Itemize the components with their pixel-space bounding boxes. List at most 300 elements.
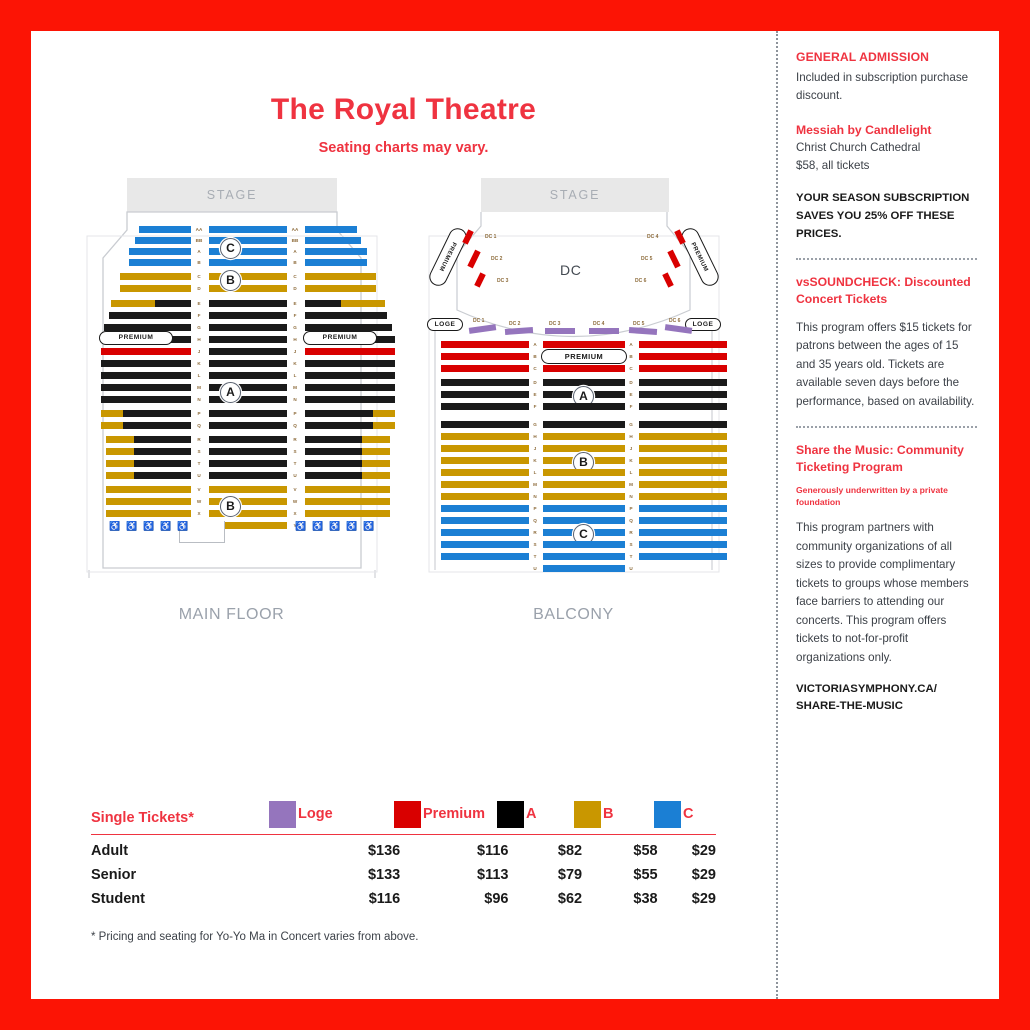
- seat-row-segment[interactable]: [104, 324, 191, 331]
- seat-row-segment[interactable]: [441, 529, 529, 536]
- row-letter: T: [293, 461, 297, 466]
- row-letter: T: [629, 554, 633, 559]
- legend-swatch-loge: [269, 801, 296, 828]
- main-floor-label: MAIN FLOOR: [178, 606, 285, 623]
- dc-box-label: DC 5: [641, 256, 653, 262]
- seat-row-segment[interactable]: [305, 486, 390, 493]
- row-letter: S: [293, 449, 297, 454]
- row-letter: R: [197, 437, 201, 442]
- seat-row-segment-premium[interactable]: [639, 341, 727, 348]
- row-letter: S: [533, 542, 537, 547]
- seat-row-segment[interactable]: [106, 448, 134, 455]
- seat-row-segment[interactable]: [362, 448, 390, 455]
- wheelchair-seat-icon[interactable]: [160, 522, 167, 531]
- page-subtitle: Seating charts may vary.: [318, 140, 489, 156]
- seat-row-segment[interactable]: [543, 481, 625, 488]
- row-letter: Q: [293, 423, 297, 428]
- seat-row-segment[interactable]: [441, 469, 529, 476]
- spacer: [796, 106, 977, 122]
- row-letter: P: [197, 411, 201, 416]
- seat-row-segment[interactable]: [639, 541, 727, 548]
- seat-row-segment[interactable]: [209, 336, 287, 343]
- wheelchair-seat-icon[interactable]: [329, 522, 336, 531]
- seat-row-segment[interactable]: [441, 433, 529, 440]
- row-letter: R: [629, 530, 633, 535]
- seat-row-segment[interactable]: [639, 433, 727, 440]
- seat-row-segment[interactable]: [441, 403, 529, 410]
- row-letter: D: [293, 286, 297, 291]
- seat-row-segment[interactable]: [209, 226, 287, 233]
- balcony-stage: STAGE: [481, 178, 669, 212]
- main-floor-chart[interactable]: [79, 178, 384, 623]
- row-letter: E: [533, 392, 537, 397]
- messiah-heading: Messiah by Candlelight: [796, 122, 932, 137]
- seat-row-segment[interactable]: [441, 391, 529, 398]
- seat-row-segment[interactable]: [106, 486, 191, 493]
- seat-row-segment[interactable]: [373, 410, 395, 417]
- premium-box-left: PREMIUM: [426, 225, 469, 289]
- seat-row-segment[interactable]: [543, 445, 625, 452]
- share-music-subheading: Generously underwritten by a private foundation: [796, 485, 948, 507]
- legend-label-a: A: [526, 806, 537, 822]
- seat-row-segment[interactable]: [305, 396, 395, 403]
- seat-row-segment[interactable]: [441, 379, 529, 386]
- legend-swatch-a: [497, 801, 524, 828]
- seat-row-segment-premium[interactable]: [441, 341, 529, 348]
- row-letter: N: [293, 397, 297, 402]
- row-letter: U: [629, 566, 633, 571]
- seat-row-segment[interactable]: [134, 448, 191, 455]
- seat-row-segment[interactable]: [209, 436, 287, 443]
- dc-box-label: DC 6: [635, 278, 647, 284]
- seat-row-segment[interactable]: [305, 436, 362, 443]
- row-letter: B: [293, 260, 297, 265]
- zone-marker-c: C: [220, 238, 241, 259]
- seat-row-segment[interactable]: [209, 486, 287, 493]
- price-cell-b: $55: [633, 867, 658, 883]
- row-letter: V: [293, 487, 297, 492]
- row-letter: D: [533, 380, 537, 385]
- table-row: [91, 887, 716, 911]
- main-floor-stage: STAGE: [127, 178, 337, 212]
- premium-label-right: PREMIUM: [303, 331, 377, 345]
- seat-row-segment[interactable]: [305, 324, 392, 331]
- seat-row-segment[interactable]: [441, 445, 529, 452]
- seat-row-segment-premium[interactable]: [639, 353, 727, 360]
- seat-row-segment[interactable]: [106, 460, 134, 467]
- row-letter: Q: [629, 518, 633, 523]
- seat-row-segment[interactable]: [441, 421, 529, 428]
- legend-label-loge: Loge: [298, 806, 333, 822]
- season-subscription-note: YOUR SEASON SUBSCRIPTION SAVES YOU 25% OFF THESE PRICES.: [796, 191, 970, 240]
- seat-row-segment[interactable]: [209, 360, 287, 367]
- seat-row-segment[interactable]: [543, 553, 625, 560]
- seat-row-segment[interactable]: [101, 372, 191, 379]
- seat-row-segment[interactable]: [639, 469, 727, 476]
- seat-row-segment[interactable]: [305, 422, 373, 429]
- price-cell-c: $29: [691, 867, 716, 883]
- seat-row-segment[interactable]: [305, 259, 367, 266]
- seat-row-segment[interactable]: [209, 324, 287, 331]
- row-letter: U: [533, 566, 537, 571]
- row-letter: W: [196, 499, 202, 504]
- seat-row-segment-premium[interactable]: [639, 365, 727, 372]
- seat-row-segment[interactable]: [441, 517, 529, 524]
- row-letter: M: [197, 385, 201, 390]
- seat-row-segment[interactable]: [305, 285, 376, 292]
- seat-row-segment[interactable]: [362, 472, 390, 479]
- seat-row-segment[interactable]: [543, 541, 625, 548]
- zone-marker-c: C: [573, 524, 594, 545]
- seat-row-segment-premium[interactable]: [441, 365, 529, 372]
- price-cell-loge: $136: [367, 843, 401, 859]
- wheelchair-seat-icon[interactable]: [177, 522, 184, 531]
- row-letter: L: [533, 470, 537, 475]
- seat-row-segment[interactable]: [139, 226, 191, 233]
- seat-row-segment[interactable]: [101, 422, 123, 429]
- seat-row-segment[interactable]: [362, 460, 390, 467]
- seat-row-segment[interactable]: [134, 460, 191, 467]
- price-cell-b: $58: [633, 843, 658, 859]
- seat-row-segment[interactable]: [101, 360, 191, 367]
- seat-row-segment[interactable]: [209, 472, 287, 479]
- price-row-name: Student: [91, 891, 145, 907]
- row-letter: F: [533, 404, 537, 409]
- row-letter: L: [629, 470, 633, 475]
- table-row: [91, 839, 716, 863]
- seat-row-segment[interactable]: [441, 481, 529, 488]
- wheelchair-seat-icon[interactable]: [143, 522, 150, 531]
- seat-row-segment-premium[interactable]: [543, 341, 625, 348]
- wheelchair-seat-icon[interactable]: [126, 522, 133, 531]
- row-letter: K: [533, 458, 537, 463]
- row-letter: S: [629, 542, 633, 547]
- seat-row-segment[interactable]: [109, 312, 191, 319]
- dc-box-label: DC 2: [491, 256, 503, 262]
- seat-row-segment[interactable]: [101, 384, 191, 391]
- row-letter: B: [533, 354, 537, 359]
- row-letter: R: [533, 530, 537, 535]
- row-letter: K: [197, 361, 201, 366]
- row-letter: M: [629, 482, 633, 487]
- general-admission-body: Included in subscription purchase discount.: [796, 70, 969, 102]
- share-music-body: This program partners with community organizations of all sizes to provide complimentary tickets to groups whose members face barriers to attending our concerts. This program offers tickets to not-for-profit organizations only.: [796, 521, 969, 664]
- row-letter: N: [197, 397, 201, 402]
- seat-row-segment[interactable]: [543, 421, 625, 428]
- row-letter: A: [533, 342, 537, 347]
- row-letter: K: [293, 361, 297, 366]
- seat-row-segment[interactable]: [305, 510, 390, 517]
- row-letter: C: [197, 274, 201, 279]
- seat-row-segment[interactable]: [543, 493, 625, 500]
- seat-row-segment[interactable]: [639, 529, 727, 536]
- seat-row-segment[interactable]: [106, 472, 134, 479]
- table-row: [91, 863, 716, 887]
- zone-marker-b: B: [220, 270, 241, 291]
- seat-row-segment[interactable]: [639, 517, 727, 524]
- row-letter: G: [629, 422, 633, 427]
- zone-marker-b: B: [573, 452, 594, 473]
- row-letter: B: [629, 354, 633, 359]
- row-letter: C: [629, 366, 633, 371]
- seat-row-segment[interactable]: [373, 422, 395, 429]
- legend-item-loge: [269, 801, 394, 828]
- wheelchair-seat-icon[interactable]: [109, 522, 116, 531]
- messiah-venue: Christ Church Cathedral: [796, 140, 921, 154]
- price-cell-premium: $116: [477, 843, 509, 859]
- seat-row-segment[interactable]: [129, 248, 191, 255]
- seat-row-segment[interactable]: [362, 436, 390, 443]
- dc-box-label: DC 4: [647, 234, 659, 240]
- seat-row-segment[interactable]: [639, 457, 727, 464]
- seat-row-segment[interactable]: [209, 300, 287, 307]
- row-letter: N: [533, 494, 537, 499]
- row-letter: R: [293, 437, 297, 442]
- seat-row-segment[interactable]: [341, 300, 385, 307]
- share-music-heading: Share the Music: Community Ticketing Program: [796, 443, 964, 474]
- seat-row-segment-premium[interactable]: [543, 365, 625, 372]
- loge-seat-segment[interactable]: [589, 328, 619, 334]
- row-letter: D: [197, 286, 201, 291]
- row-letter: X: [197, 511, 201, 516]
- dc-box-label: DC 1: [485, 234, 497, 240]
- legend-swatch-premium: [394, 801, 421, 828]
- row-letter: AA: [195, 227, 203, 232]
- wheelchair-seat-icon[interactable]: [312, 522, 319, 531]
- soundcheck-body: This program offers $15 tickets for patrons between the ages of 15 and 35 years old. Tickets are available seven days before the performance, based on availability.: [796, 320, 975, 408]
- price-cell-c: $29: [691, 891, 716, 907]
- general-admission-heading: GENERAL ADMISSION: [796, 50, 930, 64]
- premium-label-balcony: PREMIUM: [541, 349, 627, 364]
- seat-row-segment-premium[interactable]: [441, 353, 529, 360]
- row-letter: E: [197, 301, 201, 306]
- divider: [796, 426, 977, 428]
- seat-row-segment[interactable]: [639, 421, 727, 428]
- price-cell-loge: $133: [367, 867, 401, 883]
- row-letter: F: [629, 404, 633, 409]
- row-letter: L: [293, 373, 297, 378]
- row-letter: F: [293, 313, 297, 318]
- seat-row-segment[interactable]: [543, 565, 625, 572]
- seat-row-segment[interactable]: [639, 403, 727, 410]
- loge-seat-label: DC 3: [549, 321, 561, 327]
- seat-row-segment[interactable]: [305, 460, 362, 467]
- seat-row-segment[interactable]: [639, 553, 727, 560]
- seat-row-segment[interactable]: [134, 472, 191, 479]
- loge-seat-label: DC 1: [473, 318, 485, 324]
- seat-row-segment[interactable]: [209, 460, 287, 467]
- seat-row-segment[interactable]: [305, 472, 362, 479]
- seat-row-segment[interactable]: [639, 391, 727, 398]
- loge-seat-label: DC 2: [509, 321, 521, 327]
- legend-item-c: [654, 801, 714, 828]
- seat-row-segment[interactable]: [639, 505, 727, 512]
- row-letter: V: [197, 487, 201, 492]
- seat-row-segment[interactable]: [123, 410, 191, 417]
- legend-label-c: C: [683, 806, 694, 822]
- seat-row-segment[interactable]: [441, 553, 529, 560]
- seat-row-segment[interactable]: [543, 505, 625, 512]
- row-letter: H: [293, 337, 297, 342]
- legend-swatch-b: [574, 801, 601, 828]
- seat-row-segment[interactable]: [155, 300, 191, 307]
- legend-swatch-c: [654, 801, 681, 828]
- legend-label-premium: Premium: [423, 806, 486, 822]
- seat-row-segment[interactable]: [305, 226, 357, 233]
- seat-row-segment[interactable]: [639, 481, 727, 488]
- seat-row-segment[interactable]: [639, 493, 727, 500]
- seat-row-segment[interactable]: [111, 300, 155, 307]
- row-letter: K: [629, 458, 633, 463]
- seat-row-segment[interactable]: [209, 448, 287, 455]
- soundcheck-heading: vsSOUNDCHECK: Discounted Concert Tickets: [796, 274, 971, 306]
- pricing-table: [91, 839, 716, 911]
- row-letter: W: [292, 499, 298, 504]
- row-letter: J: [293, 349, 297, 354]
- seat-row-segment[interactable]: [305, 273, 376, 280]
- row-letter: BB: [291, 238, 299, 243]
- seat-row-segment[interactable]: [305, 410, 373, 417]
- seat-row-segment[interactable]: [441, 541, 529, 548]
- wheelchair-seat-icon[interactable]: [346, 522, 353, 531]
- price-cell-a: $79: [557, 867, 583, 883]
- seat-row-segment[interactable]: [305, 300, 341, 307]
- loge-seat-label: DC 6: [669, 318, 681, 324]
- loge-seat-label: DC 4: [593, 321, 605, 327]
- seat-row-segment[interactable]: [543, 403, 625, 410]
- price-row-name: Senior: [91, 867, 137, 883]
- seat-row-segment[interactable]: [441, 505, 529, 512]
- seat-row-segment[interactable]: [305, 384, 395, 391]
- share-music-link[interactable]: VICTORIASYMPHONY.CA/ SHARE-THE-MUSIC: [796, 683, 937, 712]
- row-letter: T: [197, 461, 201, 466]
- seat-row-segment[interactable]: [129, 259, 191, 266]
- row-letter: Q: [197, 423, 201, 428]
- row-letter: H: [533, 434, 537, 439]
- seat-row-segment[interactable]: [305, 372, 395, 379]
- row-letter: G: [197, 325, 201, 330]
- row-letter: F: [197, 313, 201, 318]
- sidebar: [776, 31, 999, 999]
- row-letter: D: [629, 380, 633, 385]
- seat-row-segment[interactable]: [543, 379, 625, 386]
- seating-charts: [31, 178, 776, 648]
- row-letter: P: [533, 506, 537, 511]
- row-letter: S: [197, 449, 201, 454]
- divider: [796, 258, 977, 260]
- seat-row-segment[interactable]: [135, 237, 191, 244]
- seat-row-segment[interactable]: [106, 436, 134, 443]
- main-column: [31, 31, 776, 999]
- row-letter: B: [197, 260, 201, 265]
- seat-row-segment[interactable]: [305, 498, 390, 505]
- pricing-footnote: * Pricing and seating for Yo-Yo Ma in Concert varies from above.: [91, 931, 419, 943]
- row-letter: L: [197, 373, 201, 378]
- pricing-section: [91, 801, 716, 943]
- row-letter: C: [533, 366, 537, 371]
- seat-row-segment[interactable]: [441, 457, 529, 464]
- row-letter: P: [629, 506, 633, 511]
- seat-row-segment[interactable]: [543, 433, 625, 440]
- seat-row-segment-premium[interactable]: [305, 348, 395, 355]
- seat-row-segment[interactable]: [305, 237, 361, 244]
- wheelchair-seat-icon[interactable]: [295, 522, 302, 531]
- price-cell-premium: $96: [484, 891, 509, 907]
- balcony-chart[interactable]: [421, 178, 726, 623]
- seat-row-segment[interactable]: [305, 448, 362, 455]
- row-letter: A: [629, 342, 633, 347]
- zone-marker-a: A: [220, 382, 241, 403]
- loge-seat-segment[interactable]: [545, 328, 575, 334]
- seat-row-segment[interactable]: [209, 422, 287, 429]
- seat-row-segment[interactable]: [209, 312, 287, 319]
- row-letter: J: [197, 349, 201, 354]
- row-letter: U: [197, 473, 201, 478]
- page-frame: [31, 31, 999, 999]
- seat-row-segment[interactable]: [209, 410, 287, 417]
- loge-label-left: LOGE: [427, 318, 463, 331]
- seat-row-segment[interactable]: [209, 259, 287, 266]
- seat-row-segment[interactable]: [305, 248, 367, 255]
- premium-label-left: PREMIUM: [99, 331, 173, 345]
- row-letter: U: [293, 473, 297, 478]
- seat-row-segment[interactable]: [543, 469, 625, 476]
- seat-row-segment[interactable]: [101, 396, 191, 403]
- row-letter: BB: [195, 238, 203, 243]
- row-letter: E: [293, 301, 297, 306]
- wheelchair-seat-icon[interactable]: [363, 522, 370, 531]
- seat-row-segment[interactable]: [123, 422, 191, 429]
- row-letter: C: [293, 274, 297, 279]
- seat-row-segment[interactable]: [134, 436, 191, 443]
- seat-row-segment[interactable]: [225, 522, 287, 529]
- page-title: The Royal Theatre: [270, 93, 537, 126]
- row-letter: A: [197, 249, 201, 254]
- seat-row-segment-premium[interactable]: [101, 348, 191, 355]
- seat-row-segment[interactable]: [209, 372, 287, 379]
- legend-item-b: [574, 801, 654, 828]
- seat-row-segment[interactable]: [209, 348, 287, 355]
- seat-row-segment[interactable]: [106, 498, 191, 505]
- row-letter: X: [293, 511, 297, 516]
- row-letter: G: [293, 325, 297, 330]
- seat-row-segment[interactable]: [120, 273, 191, 280]
- legend-item-premium: [394, 801, 497, 828]
- seat-row-segment[interactable]: [305, 360, 395, 367]
- row-letter: G: [533, 422, 537, 427]
- seat-row-segment[interactable]: [106, 510, 191, 517]
- seat-row-segment[interactable]: [305, 312, 387, 319]
- zone-marker-b-rear: B: [220, 496, 241, 517]
- price-cell-a: $82: [557, 843, 583, 859]
- price-cell-a: $62: [557, 891, 583, 907]
- seat-row-segment[interactable]: [639, 379, 727, 386]
- row-letter: J: [533, 446, 537, 451]
- seat-row-segment[interactable]: [639, 445, 727, 452]
- price-cell-loge: $116: [368, 891, 401, 907]
- messiah-price: $58, all tickets: [796, 159, 870, 172]
- row-letter: M: [293, 385, 297, 390]
- pricing-title: Single Tickets*: [91, 810, 194, 826]
- price-cell-premium: $113: [477, 867, 509, 883]
- seat-row-segment[interactable]: [441, 493, 529, 500]
- seat-row-segment[interactable]: [543, 517, 625, 524]
- seat-row-segment[interactable]: [120, 285, 191, 292]
- seat-row-segment[interactable]: [101, 410, 123, 417]
- balcony-label: BALCONY: [533, 606, 614, 623]
- dc-box-label: DC 3: [497, 278, 509, 284]
- row-letter: H: [197, 337, 201, 342]
